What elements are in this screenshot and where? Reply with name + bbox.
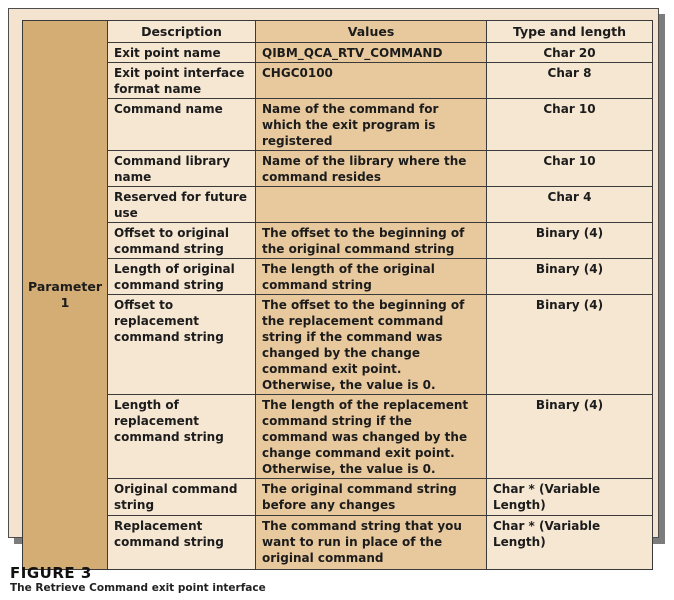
table-row — [23, 223, 653, 259]
row-description: Length of replacement command string — [108, 395, 256, 479]
row-type: Char * (Variable Length) — [487, 516, 653, 570]
row-type: Char 8 — [487, 63, 653, 99]
row-value: Name of the library where the command resides — [256, 151, 487, 187]
row-description: Offset to original command string — [108, 223, 256, 259]
row-value: The offset to the beginning of the original command string — [256, 223, 487, 259]
header-description: Description — [108, 21, 256, 43]
row-type: Binary (4) — [487, 223, 653, 259]
table-row — [23, 395, 653, 479]
parameter-label: Parameter 1 — [28, 279, 102, 310]
header-type-length: Type and length — [487, 21, 653, 43]
parameter-label-cell — [23, 21, 108, 570]
row-type: Binary (4) — [487, 395, 653, 479]
row-value: The length of the original command string — [256, 259, 487, 295]
table-row — [23, 43, 653, 63]
row-description: Reserved for future use — [108, 187, 256, 223]
table-row — [23, 151, 653, 187]
row-value-note: Otherwise, the value is 0. — [262, 378, 436, 392]
row-value — [256, 295, 487, 395]
row-description: Command library name — [108, 151, 256, 187]
row-value: Name of the command for which the exit program is registered — [256, 99, 487, 151]
row-type: Binary (4) — [487, 259, 653, 295]
figure-caption-subtitle: The Retrieve Command exit point interface — [10, 582, 266, 594]
row-type: Char 20 — [487, 43, 653, 63]
row-description: Exit point interface format name — [108, 63, 256, 99]
exit-point-table — [22, 20, 653, 570]
row-value — [256, 395, 487, 479]
figure-panel — [8, 8, 659, 565]
table-row — [23, 187, 653, 223]
row-description: Length of original command string — [108, 259, 256, 295]
row-value-main: The length of the replacement command string if the command was changed by the change command exit point. — [262, 398, 469, 460]
row-description: Replacement command string — [108, 516, 256, 570]
row-value: The original command string before any changes — [256, 479, 487, 516]
figure-caption-title: FIGURE 3 — [10, 564, 92, 582]
row-description: Command name — [108, 99, 256, 151]
row-type: Char 10 — [487, 151, 653, 187]
table-row — [23, 479, 653, 516]
row-value: CHGC0100 — [256, 63, 487, 99]
row-description: Offset to replacement command string — [108, 295, 256, 395]
table-header-row — [23, 21, 653, 43]
row-value-note: Otherwise, the value is 0. — [262, 462, 436, 476]
row-description: Original command string — [108, 479, 256, 516]
row-value: The command string that you want to run in place of the original command — [256, 516, 487, 570]
row-value — [256, 187, 487, 223]
table-row — [23, 63, 653, 99]
table-row — [23, 516, 653, 570]
header-values: Values — [256, 21, 487, 43]
row-value: QIBM_QCA_RTV_COMMAND — [256, 43, 487, 63]
row-value-main: The offset to the beginning of the replacement command string if the command was changed by the change command exit point. — [262, 298, 465, 376]
table-row — [23, 99, 653, 151]
row-type: Char * (Variable Length) — [487, 479, 653, 516]
row-type: Char 4 — [487, 187, 653, 223]
table-row — [23, 295, 653, 395]
row-type: Binary (4) — [487, 295, 653, 395]
row-type: Char 10 — [487, 99, 653, 151]
row-description: Exit point name — [108, 43, 256, 63]
table-row — [23, 259, 653, 295]
